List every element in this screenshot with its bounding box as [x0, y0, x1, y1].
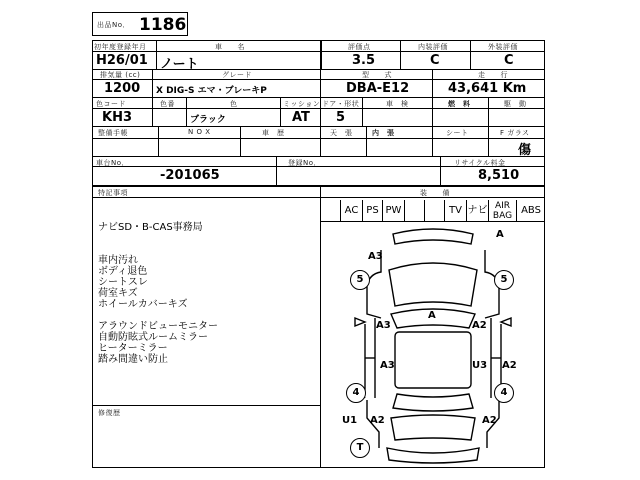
car-name-label: 車 名 — [215, 43, 245, 51]
first-registration: H26/01 — [96, 53, 148, 68]
drive-label: 駆 動 — [504, 100, 527, 108]
notes-list — [98, 222, 318, 365]
score-label: 評価点 — [348, 43, 371, 51]
mileage: 43,641 Km — [448, 81, 527, 96]
grade: X DIG-S エマ・ブレーキP — [156, 86, 267, 96]
damage-front-bumper: A — [496, 229, 504, 240]
equip-tv: TV — [444, 200, 466, 221]
displacement-label: 排気量 (cc) — [100, 71, 141, 79]
mileage-label: 走 行 — [478, 71, 508, 79]
exterior-grade: C — [504, 53, 514, 68]
transmission-label: ミッション — [283, 100, 321, 108]
note-line: 踏み間違い防止 — [98, 354, 168, 365]
damage-right-front-door: A2 — [472, 320, 487, 331]
rear-window-outline — [393, 394, 473, 411]
doors: 5 — [336, 110, 346, 125]
year-label: 初年度登録年月 — [94, 43, 147, 51]
chassis-label: 車台No． — [96, 159, 130, 167]
tire-front-right: 5 — [494, 270, 514, 290]
color-no-label: 色番 — [160, 100, 175, 108]
tire-rear-right: 4 — [494, 383, 514, 403]
maintenance-log-label: 整備手帳 — [98, 129, 128, 137]
damage-hood: A — [428, 310, 436, 321]
mirror-left-outline — [355, 318, 365, 326]
trunk-mark: T — [350, 438, 370, 458]
exterior-grade-label: 外装評価 — [488, 43, 518, 51]
recycle-fee-label: リサイクル料金 — [454, 159, 506, 167]
car-diagram — [321, 222, 545, 468]
equip-blank-1 — [404, 200, 424, 221]
note-line — [98, 233, 318, 244]
seat-label: シート — [446, 129, 469, 137]
auction-score: 3.5 — [352, 53, 376, 68]
front-bumper-outline — [393, 229, 473, 244]
fuel-label: 燃 料 — [448, 100, 471, 108]
hood-outline — [389, 263, 477, 306]
damage-right-quarter: A2 — [502, 360, 517, 371]
color-label: 色 — [230, 100, 238, 108]
car-name: ノート — [160, 57, 199, 72]
damage-rear-left-u1: U1 — [342, 415, 358, 426]
lot-box — [92, 12, 188, 36]
note-line — [98, 244, 318, 255]
rear-bumper-outline — [387, 448, 479, 463]
inspection-label: 車 検 — [386, 100, 409, 108]
repair-history-label: 修復歴 — [98, 409, 121, 417]
tire-rear-left: 4 — [346, 383, 366, 403]
interior-grade-label: 内装評価 — [418, 43, 448, 51]
note-line: シートスレ — [98, 277, 148, 288]
headliner-label: 天 張 — [330, 129, 353, 137]
note-line — [98, 310, 318, 321]
equipment-label: 装 備 — [420, 189, 450, 197]
damage-rear-left-a2: A2 — [370, 415, 385, 426]
note-line: ナビSD・B-CAS事務局 — [98, 222, 203, 233]
equip-blank-2 — [424, 200, 444, 221]
damage-left-front-door: A3 — [376, 320, 391, 331]
note-line: ホイールカバーキズ — [98, 299, 188, 310]
equip-airbag: AIR BAG — [488, 200, 516, 221]
color-code: KH3 — [102, 110, 132, 125]
equip-abs: ABS — [516, 200, 545, 221]
mirror-right-outline — [501, 318, 511, 326]
nox-label: N O X — [188, 128, 211, 136]
vehicle-history-label: 車 歴 — [262, 129, 285, 137]
equip-pw: PW — [382, 200, 404, 221]
note-line: ヒーターミラー — [98, 343, 168, 354]
color-name: ブラック — [190, 115, 226, 125]
damage-rear-right-a2: A2 — [482, 415, 497, 426]
transmission: AT — [292, 110, 310, 125]
tire-front-left: 5 — [350, 270, 370, 290]
interior-grade: C — [430, 53, 440, 68]
note-line: ボディ退色 — [98, 266, 148, 277]
hatch-outline — [391, 415, 475, 440]
damage-left-rear-door: A3 — [380, 360, 395, 371]
roof-outline — [395, 332, 471, 388]
equip-navi: ナビ — [466, 200, 488, 221]
note-line: アラウンドビューモニター — [98, 321, 218, 332]
damage-right-rear-door: U3 — [472, 360, 488, 371]
damage-front-left: A3 — [368, 251, 383, 262]
note-line: 荷室キズ — [98, 288, 138, 299]
chassis-number: -201065 — [160, 168, 220, 183]
doors-label: ドア・形状 — [322, 100, 360, 108]
lot-number: 1186 — [139, 15, 187, 35]
windshield-label: F ガラス — [500, 129, 530, 137]
lot-label: 出品No． — [97, 21, 131, 29]
recycle-fee: 8,510 — [478, 168, 520, 183]
displacement: 1200 — [104, 81, 141, 96]
registration-label: 登録No． — [288, 159, 322, 167]
model-code: DBA-E12 — [346, 81, 410, 96]
windshield-condition: 傷 — [518, 143, 532, 158]
grade-label: グレード — [222, 71, 252, 79]
interior-trim-label: 内 張 — [372, 129, 395, 137]
note-line: 自動防眩式ルームミラー — [98, 332, 208, 343]
color-code-label: 色コード — [96, 100, 126, 108]
note-line: 車内汚れ — [98, 255, 138, 266]
equip-ps: PS — [362, 200, 382, 221]
notes-label: 特記事項 — [98, 189, 128, 197]
model-label: 型 式 — [362, 71, 392, 79]
equip-ac: AC — [340, 200, 362, 221]
